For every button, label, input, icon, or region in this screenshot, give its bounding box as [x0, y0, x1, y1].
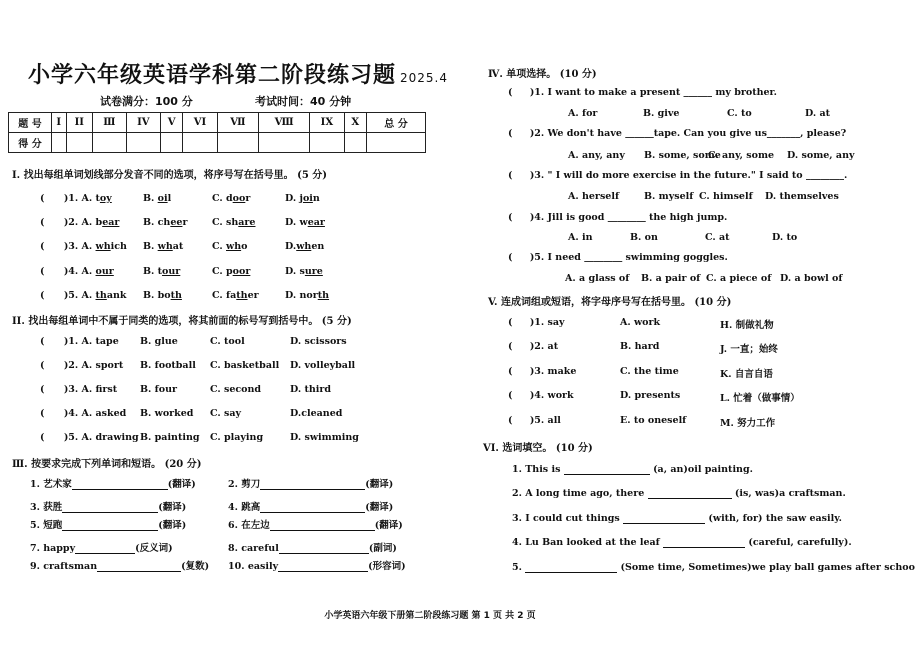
page-title: [28, 58, 448, 89]
option-b: B. painting: [140, 432, 200, 443]
score-header-cell: I: [52, 113, 67, 133]
answer-blank[interactable]: [564, 463, 650, 475]
option-a: )3. A. first: [63, 384, 118, 395]
option-c: C. second: [210, 384, 262, 395]
match-option: C. the time: [620, 366, 679, 377]
match-meaning: K. 自言自语: [720, 369, 773, 380]
answer-blank[interactable]: [278, 560, 368, 572]
option-d: D. third: [290, 384, 332, 395]
list-item: ( )2. at: [508, 341, 559, 352]
section-3-title: Ⅲ. 按要求完成下列单词和短语。 (20 分): [12, 459, 202, 470]
option-d: D.cleaned: [290, 408, 343, 419]
score-cell[interactable]: [92, 133, 126, 153]
answer-paren[interactable]: (: [40, 432, 48, 443]
list-item: 1. 艺术家 (翻译): [30, 479, 196, 490]
section-5-title: V. 连成词组或短语，将字母序号写在括号里。 (10 分): [488, 297, 732, 308]
option-a: toy: [95, 193, 112, 204]
title-text: 小学六年级英语学科第二阶段练习题: [28, 63, 397, 88]
option-b: B. both: [143, 290, 182, 301]
score-table-score-row: [9, 133, 426, 153]
choice-option: B. on: [630, 232, 658, 243]
match-option: B. hard: [620, 341, 660, 352]
full-score: 试卷满分：100 分: [100, 95, 193, 108]
answer-blank[interactable]: [62, 501, 158, 513]
score-cell[interactable]: [217, 133, 259, 153]
score-header-cell: IV: [126, 113, 160, 133]
exam-time: 考试时间：40 分钟: [255, 95, 352, 108]
answer-paren[interactable]: (: [508, 170, 516, 181]
list-item: [40, 336, 119, 347]
fill-item: 4. Lu Ban looked at the leaf (careful, carefully).: [512, 537, 852, 548]
option-d: D. wear: [285, 217, 325, 228]
choice-option: C. a piece of: [706, 273, 772, 284]
option-a: bear: [95, 217, 120, 228]
list-item: 8. careful (副词): [228, 543, 397, 554]
match-option: A. work: [620, 317, 661, 328]
option-c: C. basketball: [210, 360, 280, 371]
score-cell[interactable]: [259, 133, 310, 153]
list-item: [40, 408, 126, 419]
answer-paren[interactable]: (: [40, 384, 48, 395]
match-option: E. to oneself: [620, 415, 687, 426]
option-b: B. tour: [143, 266, 181, 277]
list-item: 6. 在左边 (翻译): [228, 520, 403, 531]
answer-paren[interactable]: (: [40, 408, 48, 419]
question: ( )4. Jill is good ________ the high jump.: [508, 212, 728, 223]
score-cell[interactable]: [126, 133, 160, 153]
answer-paren[interactable]: (: [40, 290, 48, 301]
answer-blank[interactable]: [62, 519, 158, 531]
option-c: C. who: [212, 241, 248, 252]
score-cell[interactable]: [310, 133, 344, 153]
answer-blank[interactable]: [260, 478, 365, 490]
score-header-cell: Ⅲ: [92, 113, 126, 133]
score-cell[interactable]: [344, 133, 366, 153]
title-year: 2025.4: [400, 71, 449, 85]
answer-paren[interactable]: (: [508, 366, 516, 377]
list-item: 10. easily (形容词): [228, 561, 406, 572]
item-number: )1. A.: [63, 193, 93, 204]
score-header-cell: X: [344, 113, 366, 133]
list-item: [40, 290, 126, 301]
answer-paren[interactable]: (: [508, 415, 516, 426]
answer-paren[interactable]: (: [508, 317, 516, 328]
choice-option: D. themselves: [765, 191, 839, 202]
score-cell[interactable]: [52, 133, 67, 153]
option-d: D. scissors: [290, 336, 347, 347]
list-item: [40, 241, 127, 252]
list-item: 5. 短跑 (翻译): [30, 520, 187, 531]
list-item: ( )1. say: [508, 317, 565, 328]
score-cell[interactable]: [367, 133, 426, 153]
score-row-label: 得 分: [9, 133, 52, 153]
score-header-cell: Ⅷ: [259, 113, 310, 133]
option-b: B. worked: [140, 408, 194, 419]
choice-option: B. myself: [644, 191, 694, 202]
score-header-cell: II: [66, 113, 92, 133]
option-a: our: [95, 266, 114, 277]
match-meaning: M. 努力工作: [720, 418, 776, 429]
choice-option: C. at: [705, 232, 730, 243]
question: ( )5. I need ________ swimming goggles.: [508, 252, 728, 263]
option-c: C. tool: [210, 336, 245, 347]
answer-blank[interactable]: [75, 542, 135, 554]
list-item: ( )5. all: [508, 415, 561, 426]
option-b: B. what: [143, 241, 184, 252]
question: ( )1. I want to make a present ______ my brother.: [508, 87, 777, 98]
list-item: [40, 217, 119, 228]
fill-item: 2. A long time ago, there (is, was)a craftsman.: [512, 488, 846, 499]
option-b: B. football: [140, 360, 196, 371]
score-header-cell: 题 号: [9, 113, 52, 133]
answer-blank[interactable]: [525, 561, 617, 573]
score-header-cell: VI: [183, 113, 217, 133]
score-cell[interactable]: [160, 133, 182, 153]
answer-blank[interactable]: [270, 519, 375, 531]
answer-paren[interactable]: (: [508, 128, 516, 139]
option-d: D. sure: [285, 266, 323, 277]
option-a: which: [95, 241, 127, 252]
choice-option: A. in: [568, 232, 593, 243]
option-c: C. say: [210, 408, 242, 419]
answer-paren[interactable]: (: [40, 266, 48, 277]
section-1-title: I. 找出每组单词划线部分发音不同的选项，将序号写在括号里。 (5 分): [12, 170, 328, 181]
match-meaning: L. 忙着（做事情）: [720, 393, 800, 404]
list-item: 2. 剪刀 (翻译): [228, 479, 394, 490]
option-d: D. north: [285, 290, 330, 301]
answer-paren[interactable]: (: [40, 193, 48, 204]
answer-paren[interactable]: (: [40, 241, 48, 252]
answer-paren[interactable]: (: [508, 341, 516, 352]
answer-blank[interactable]: [279, 542, 369, 554]
answer-paren[interactable]: (: [508, 212, 516, 223]
choice-option: A. herself: [568, 191, 620, 202]
match-option: D. presents: [620, 390, 681, 401]
option-d: D. volleyball: [290, 360, 356, 371]
option-a: thank: [95, 290, 127, 301]
choice-option: D. to: [772, 232, 798, 243]
choice-option: C. himself: [699, 191, 753, 202]
question: ( )2. We don't have ______tape. Can you give us_______, please?: [508, 128, 847, 139]
choice-option: B. a pair of: [641, 273, 701, 284]
answer-blank[interactable]: [648, 487, 732, 499]
item-number: )4. A.: [63, 266, 93, 277]
section-2-title: II. 找出每组单词中不属于同类的选项，将其前面的标号写到括号中。 (5 分): [12, 316, 352, 327]
choice-option: A. for: [568, 108, 598, 119]
option-a: )5. A. drawing: [63, 432, 139, 443]
item-number: )2. A.: [63, 217, 93, 228]
answer-blank[interactable]: [97, 560, 181, 572]
option-b: B. glue: [140, 336, 178, 347]
section-6-title: VI. 选词填空。 (10 分): [483, 443, 593, 454]
score-header-cell: 总 分: [367, 113, 426, 133]
option-c: C. share: [212, 217, 256, 228]
score-cell[interactable]: [66, 133, 92, 153]
answer-blank[interactable]: [72, 478, 168, 490]
option-d: D.when: [285, 241, 325, 252]
choice-option: D. some, any: [787, 150, 855, 161]
list-item: 7. happy (反义词): [30, 543, 173, 554]
fill-item: 1. This is (a, an)oil painting.: [512, 464, 753, 475]
option-c: C. door: [212, 193, 251, 204]
list-item: [40, 193, 112, 204]
match-meaning: H. 制做礼物: [720, 320, 774, 331]
choice-option: D. a bowl of: [780, 273, 843, 284]
section-4-title: Ⅳ. 单项选择。 (10 分): [488, 69, 597, 80]
option-b: B. cheer: [143, 217, 188, 228]
choice-option: A. any, any: [568, 150, 625, 161]
option-d: D. join: [285, 193, 320, 204]
choice-option: A. a glass of: [565, 273, 630, 284]
answer-blank[interactable]: [663, 536, 745, 548]
option-b: B. oil: [143, 193, 172, 204]
list-item: [40, 266, 114, 277]
list-item: [40, 384, 117, 395]
score-cell[interactable]: [183, 133, 217, 153]
list-item: ( )4. work: [508, 390, 574, 401]
option-c: C. father: [212, 290, 259, 301]
choice-option: B. some, some: [644, 150, 721, 161]
score-table-header-row: [9, 113, 426, 133]
option-b: B. four: [140, 384, 177, 395]
score-table: [8, 112, 426, 153]
fill-item: 3. I could cut things (with, for) the saw easily.: [512, 513, 842, 524]
choice-option: D. at: [805, 108, 831, 119]
score-header-cell: Ⅶ: [217, 113, 259, 133]
list-item: [40, 360, 123, 371]
list-item: 3. 获胜 (翻译): [30, 502, 187, 513]
score-header-cell: IX: [310, 113, 344, 133]
option-a: )1. A. tape: [63, 336, 119, 347]
item-number: )5. A.: [63, 290, 93, 301]
fill-item: 5. (Some time, Sometimes)we play ball games after schoo: [512, 562, 915, 573]
answer-paren[interactable]: (: [40, 336, 48, 347]
item-number: )3. A.: [63, 241, 93, 252]
list-item: [40, 432, 139, 443]
answer-paren[interactable]: (: [508, 252, 516, 263]
choice-option: C. to: [727, 108, 752, 119]
answer-paren[interactable]: (: [508, 87, 516, 98]
choice-option: C. any, some: [708, 150, 775, 161]
list-item: 4. 跳高 (翻译): [228, 502, 394, 513]
match-meaning: J. 一直；始终: [720, 344, 778, 355]
option-d: D. swimming: [290, 432, 359, 443]
option-c: C. playing: [210, 432, 264, 443]
answer-paren[interactable]: (: [508, 390, 516, 401]
choice-option: B. give: [643, 108, 680, 119]
option-c: C. poor: [212, 266, 251, 277]
answer-blank[interactable]: [260, 501, 365, 513]
page-footer: 小学英语六年级下册第二阶段练习题 第 1 页 共 2 页: [324, 611, 536, 621]
list-item: 9. craftsman (复数): [30, 561, 210, 572]
question: ( )3. " I will do more exercise in the future." I said to ________.: [508, 170, 848, 181]
option-a: )2. A. sport: [63, 360, 124, 371]
answer-blank[interactable]: [623, 512, 705, 524]
list-item: ( )3. make: [508, 366, 577, 377]
option-a: )4. A. asked: [63, 408, 127, 419]
answer-paren[interactable]: (: [40, 360, 48, 371]
score-header-cell: V: [160, 113, 182, 133]
answer-paren[interactable]: (: [40, 217, 48, 228]
